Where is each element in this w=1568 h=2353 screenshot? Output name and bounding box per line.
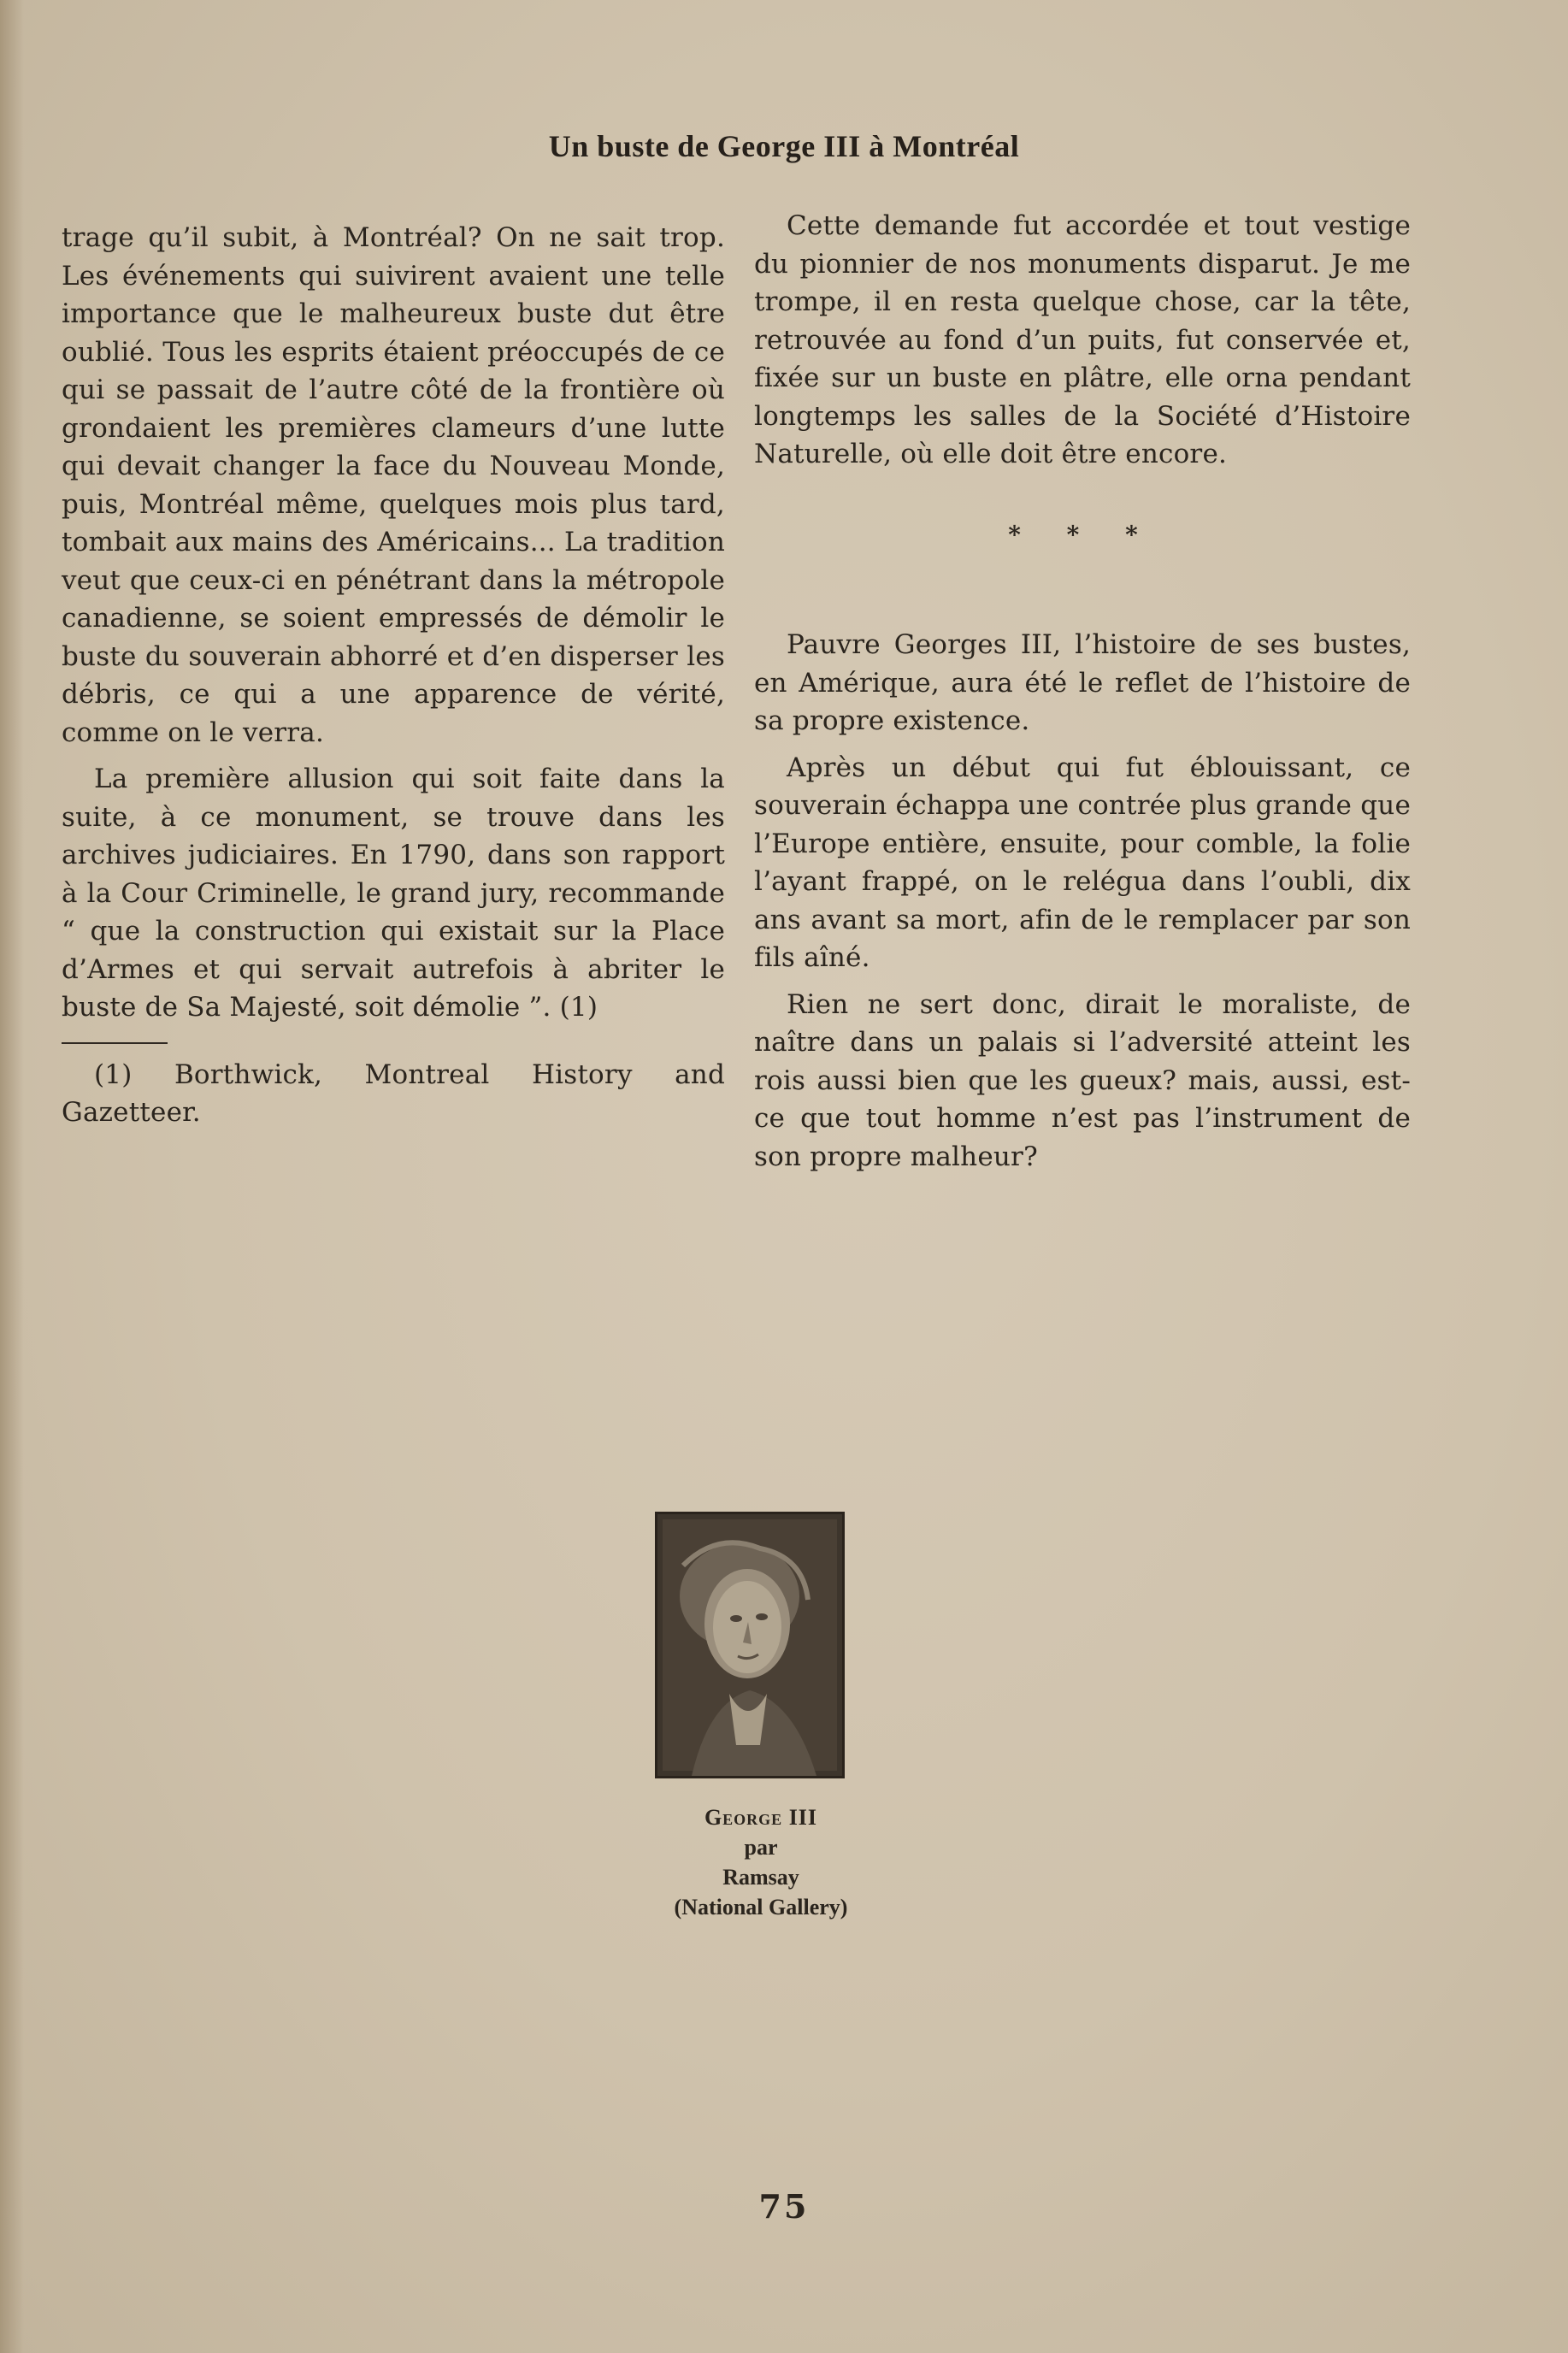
figure-caption [598, 1802, 923, 1922]
portrait-engraving [657, 1514, 842, 1776]
caption-title: George III [704, 1805, 818, 1830]
footnote-rule [62, 1042, 168, 1044]
right-paragraph-4: Rien ne sert donc, dirait le moraliste, de naître dans un palais si l’adversité atteint les rois aussi bien que les gueux? mais, aussi, est-ce que tout homme n’est pas l’instrument de son propre malheur? [754, 988, 1411, 1172]
gutter-shadow [0, 0, 24, 2353]
left-paragraph-1: trage qu’il subit, à Montréal? On ne sait trop. Les événements qui suivirent avaient une telle importance que le malheureux buste dut être oublié. Tous les esprits étaient préoccupés de ce qui se passait de l’autre côté de la frontière où grondaient les premières clameurs d’une lutte qui devait changer la face du Nouveau Monde, puis, Montréal même, quelques mois plus tard, tombait aux mains des Américains... La tradition veut que ceux-ci en pénétrant dans la métropole canadienne, se soient empressés de démolir le buste du souverain abhorré et d’en disperser les débris, ce qui a une apparence de vérité, comme on le verra. [62, 222, 725, 748]
right-paragraph-1: Cette demande fut accordée et tout vestige du pionnier de nos monuments disparut. Je me trompe, il en resta quelque chose, car la tête, retrouvée au fond d’un puits, fut conservée et, fixée sur un buste en plâtre, elle orna pendant longtemps les salles de la Société d’Histoire Naturelle, où elle doit être encore. [754, 210, 1411, 469]
right-paragraph-3: Après un début qui fut éblouissant, ce souverain échappa une contrée plus grande que l’Europe entière, ensuite, pour comble, la folie l’ayant frappé, on le reléguа dans l’oubli, dix ans avant sa mort, afin de le remplacer par son fils aîné. [754, 752, 1411, 973]
left-column [62, 219, 725, 1140]
page-number: 75 [758, 2187, 810, 2226]
left-paragraph-2: La première allusion qui soit faite dans la suite, à ce monument, se trouve dans les archives judiciaires. En 1790, dans son rapport à la Cour Criminelle, le grand jury, recommande “ que la construction qui existait sur la Place d’Armes et qui servait autrefois à abriter le buste de Sa Majesté, soit démolie ”. (1) [62, 764, 725, 1023]
george-iii-portrait-image [655, 1512, 845, 1778]
caption-collection: (National Gallery) [674, 1895, 848, 1920]
running-head: Un buste de George III à Montréal [548, 129, 1020, 163]
right-column [754, 207, 1411, 1184]
section-separator: * * * [1008, 520, 1157, 549]
footnote: (1) Borthwick, Montreal History and Gazetteer. [62, 1059, 725, 1128]
caption-par: par [744, 1835, 778, 1860]
caption-artist: Ramsay [722, 1865, 799, 1890]
right-paragraph-2: Pauvre Georges III, l’histoire de ses bustes, en Amérique, aura été le reflet de l’histoire de sa propre existence. [754, 629, 1411, 736]
